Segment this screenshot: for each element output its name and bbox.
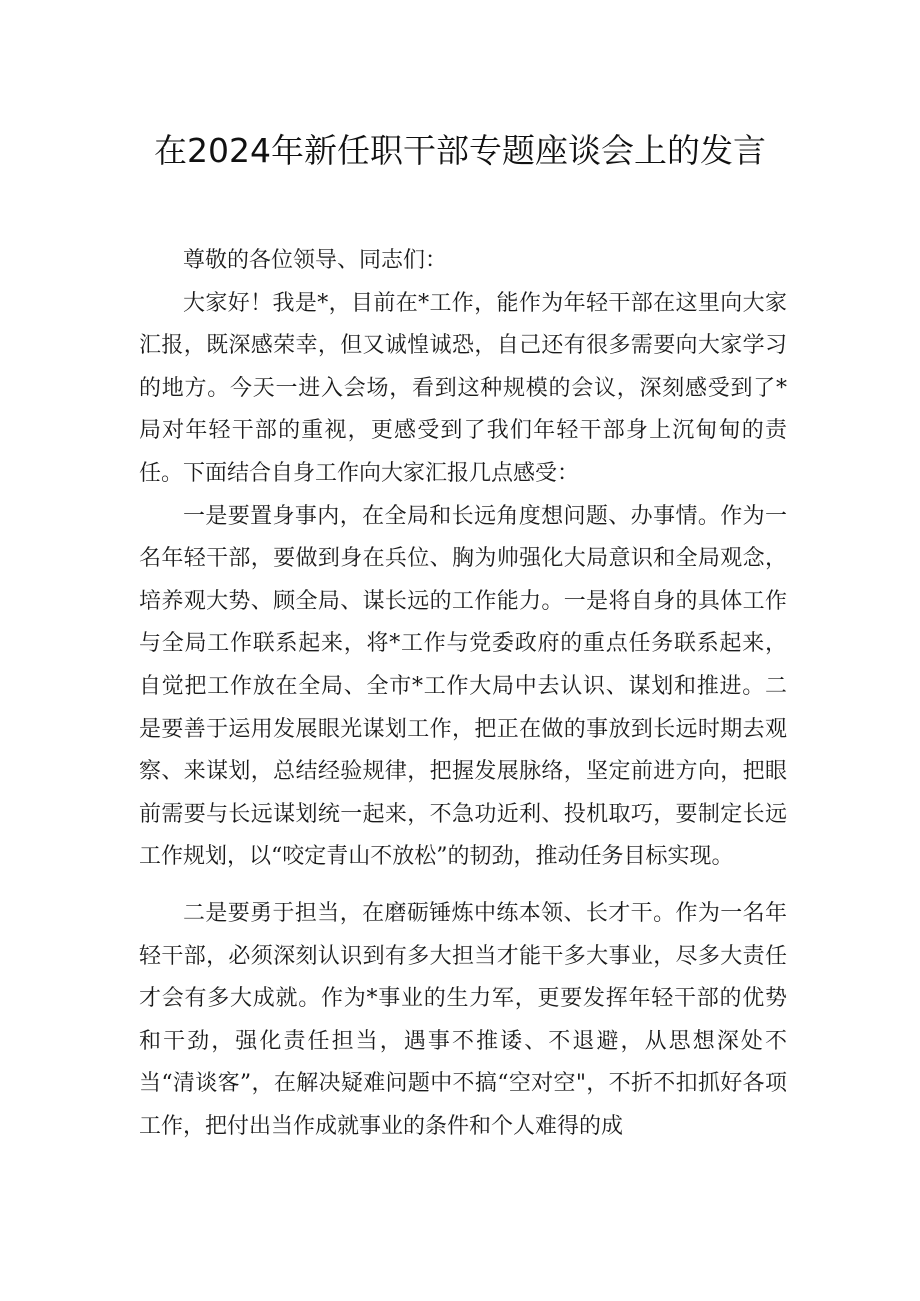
document-body — [139, 240, 787, 1148]
paragraph-point-one: 一是要置身事内，在全局和长远角度想问题、办事情。作为一名年轻干部，要做到身在兵位、胸为帅强化大局意识和全局观念，培养观大势、顾全局、谋长远的工作能力。一是将自身的具体工作与全局工作联系起来，将*工作与党委政府的重点任务联系起来，自觉把工作放在全局、全市*工作大局中去认识、谋划和推进。二是要善于运用发展眼光谋划工作，把正在做的事放到长远时期去观察、来谋划，总结经验规律，把握发展脉络，坚定前进方向，把眼前需要与长远谋划统一起来，不急功近利、投机取巧，要制定长远工作规划，以“咬定青山不放松”的韧劲，推动任务目标实现。 — [139, 503, 787, 870]
paragraph-greeting: 大家好！我是*，目前在*工作，能作为年轻干部在这里向大家汇报，既深感荣幸，但又诚惶诚恐，自己还有很多需要向大家学习的地方。今天一进入会场，看到这种规模的会议，深刻感受到了*局对年轻干部的重视，更感受到了我们年轻干部身上沉甸甸的责任。下面结合自身工作向大家汇报几点感受： — [139, 290, 787, 486]
document-title: 在2024年新任职干部专题座谈会上的发言 — [154, 131, 766, 170]
paragraph-point-two: 二是要勇于担当，在磨砺锤炼中练本领、长才干。作为一名年轻干部，必须深刻认识到有多大担当才能干多大事业，尽多大责任才会有多大成就。作为*事业的生力军，更要发挥年轻干部的优势和干劲，强化责任担当，遇事不推诿、不退避，从思想深处不当“清谈客”，在解决疑难问题中不搞“空对空"，不折不扣抓好各项工作，把付出当作成就事业的条件和个人难得的成 — [139, 900, 787, 1139]
salutation: 尊敬的各位领导、同志们： — [183, 248, 448, 273]
